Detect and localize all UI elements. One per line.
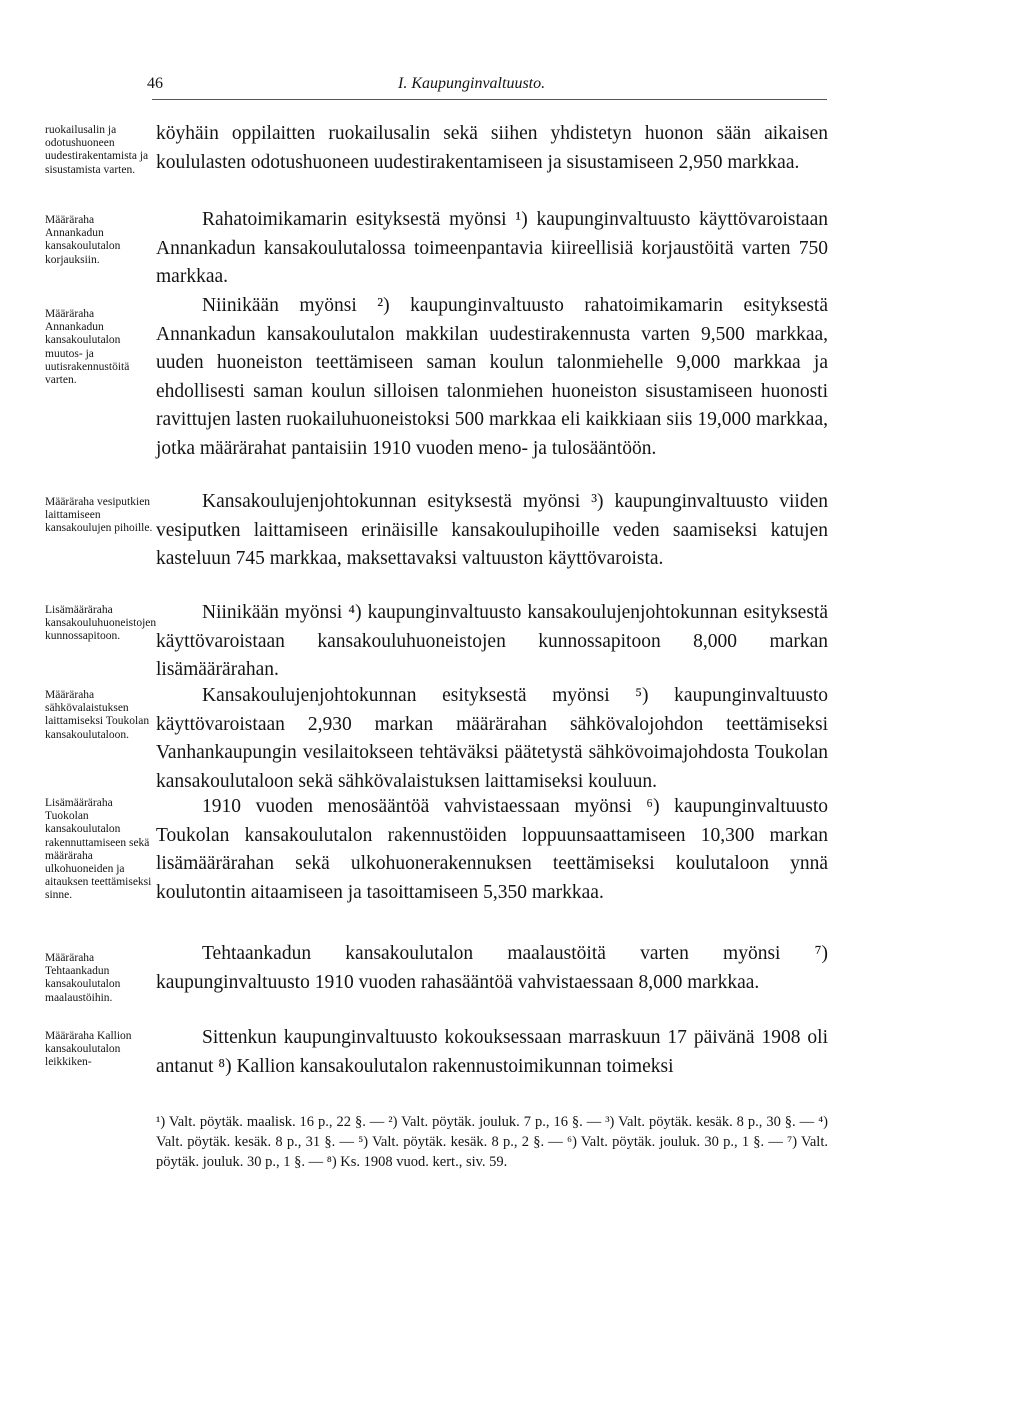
page-number: 46 — [147, 75, 163, 92]
margin-note: Määräraha Annankadun kansakoulutalon muutos- ja uutisrakennustöitä varten. — [45, 308, 130, 387]
margin-note: Määräraha Kallion kansakoulutalon leikkiken- — [45, 1030, 132, 1069]
margin-note: Lisämääräraha kansakouluhuoneistojen kunnossapitoon. — [45, 604, 157, 643]
margin-note: ruokailusalin ja odotushuoneen uudestirakentamista ja sisustamista varten. — [45, 124, 149, 176]
margin-note: Lisämääräraha Tuokolan kansakoulutalon rakennuttamiseen sekä määräraha ulkohuoneiden ja aitauksen teettämiseksi sinne. — [45, 797, 152, 902]
paragraph: 1910 vuoden menosääntöä vahvistaessaan myönsi ⁶) kaupunginvaltuusto Toukolan kansakoulutalon rakennustöiden loppuunsaattamiseen 10,300 markan lisämäärärahan sekä ulkohuonerakennuksen teettämiseksi koulutaloon ynnä koulutontin aitaamiseen ja tasoittamiseen 5,350 markkaa. — [156, 796, 828, 903]
footnotes: ¹) Valt. pöytäk. maalisk. 16 p., 22 §. — ²) Valt. pöytäk. jouluk. 7 p., 16 §. — ³) Valt. pöytäk. kesäk. 8 p., 30 §. — ⁴) Valt. pöytäk. kesäk. 8 p., 31 §. — ⁵) Valt. pöytäk. kesäk. 8 p., 2 §. — ⁶) Valt. pöytäk. jouluk. 30 p., 1 §. — ⁷) Valt. pöytäk. jouluk. 30 p., 1 §. — ⁸) Ks. 1908 vuod. kert., siv. 59. — [156, 1114, 828, 1170]
margin-note: Määräraha vesiputkien laittamiseen kansakoulujen pihoille. — [45, 496, 153, 535]
paragraph: Kansakoulujenjohtokunnan esityksestä myönsi ⁵) kaupunginvaltuusto käyttövaroistaan 2,930 markan määrärahan sähkövalojohdon teettämiseksi Vanhankaupungin vesilaitokseen tehtäväksi päätetystä sähkövoimajohdosta Toukolan kansakoulutaloon sekä sähkövalaistuksen laittamiseksi kouluun. — [156, 685, 828, 792]
paragraph: Niinikään myönsi ⁴) kaupunginvaltuusto kansakoulujenjohtokunnan esityksestä käyttövaroistaan kansakouluhuoneistojen kunnossapitoon 8,000 markan lisämäärärahan. — [156, 602, 828, 681]
paragraph: köyhäin oppilaitten ruokailusalin sekä siihen yhdistetyn huonon sään aikaisen koululasten odotushuoneen uudestirakentamiseen ja sisustamiseen 2,950 markkaa. — [156, 123, 828, 173]
paragraph: Sittenkun kaupunginvaltuusto kokouksessaan marraskuun 17 päivänä 1908 oli antanut ⁸) Kallion kansakoulutalon rakennustoimikunnan toimeksi — [156, 1027, 828, 1077]
paragraph: Tehtaankadun kansakoulutalon maalaustöitä varten myönsi ⁷) kaupunginvaltuusto 1910 vuoden rahasääntöä vahvistaessaan 8,000 markkaa. — [156, 943, 828, 993]
paragraph: Kansakoulujenjohtokunnan esityksestä myönsi ³) kaupunginvaltuusto viiden vesiputken laittamiseen erinäisille kansakoulupihoille veden saamiseksi katujen kasteluun 745 markkaa, maksettavaksi valtuuston käyttövaroista. — [156, 491, 828, 570]
margin-note: Määräraha Tehtaankadun kansakoulutalon maalaustöihin. — [45, 952, 121, 1004]
paragraph: Niinikään myönsi ²) kaupunginvaltuusto rahatoimikamarin esityksestä Annankadun kansakoulutalon makkilan uudestirakennusta varten 9,500 markkaa, uuden huoneiston teettämiseen saman koulun talonmiehelle 9,000 markkaa ja ehdollisesti saman koulun silloisen talonmiehen huoneiston sisustamiseen huonosti ravittujen lasten ruokailuhuoneistoksi 500 markkaa eli kaikkiaan siis 19,000 markkaa, jotka määrärahat pantaisiin 1910 vuoden meno- ja tulosääntöön. — [156, 295, 828, 459]
paragraph: Rahatoimikamarin esityksestä myönsi ¹) kaupunginvaltuusto käyttövaroistaan Annankadun kansakoulutalossa toimeenpantavia kiireellisiä korjaustöitä varten 750 markkaa. — [156, 209, 828, 288]
margin-note: Määräraha Annankadun kansakoulutalon korjauksiin. — [45, 214, 121, 266]
margin-note: Määräraha sähkövalaistuksen laittamiseksi Toukolan kansakoulutaloon. — [45, 689, 150, 741]
header-rule — [152, 99, 827, 100]
running-title: I. Kaupunginvaltuusto. — [398, 75, 546, 92]
